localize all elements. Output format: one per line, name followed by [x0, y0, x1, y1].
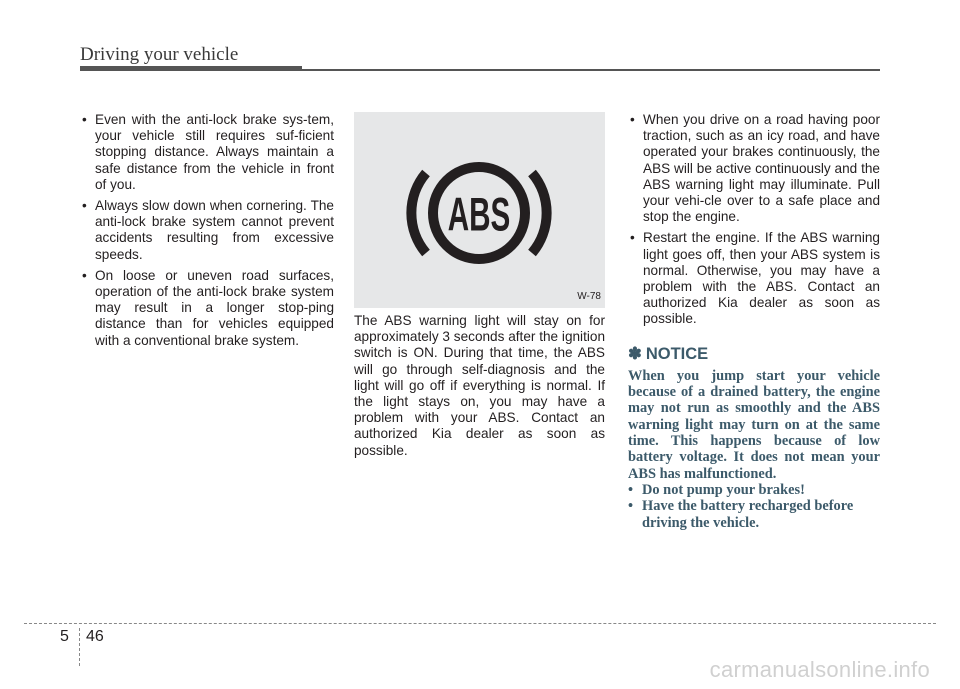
list-item: • Always slow down when cornering. The anti-lock brake system cannot prevent accidents resulting from excessive speeds. [82, 198, 334, 262]
notice-star-icon: ✽ [628, 344, 642, 363]
abs-warning-figure [354, 112, 605, 308]
header-rule-thick [80, 66, 302, 71]
notice-heading-text: NOTICE [645, 344, 709, 363]
header-rule-thin [302, 69, 880, 71]
notice-bullet-list [628, 482, 880, 531]
notice-heading [628, 346, 880, 362]
footer-separator [79, 628, 80, 666]
list-item: • Restart the engine. If the ABS warning light goes off, then your ABS system is normal. Otherwise, you may have a problem with the ABS. Contact an authorized Kia dealer as soon as possible. [630, 230, 880, 327]
list-item: • On loose or uneven road surfaces, operation of the anti-lock brake system may result in a longer stop-ping distance than for vehicles equipped with a conventional brake system. [82, 267, 334, 348]
footer-rule [24, 623, 936, 624]
chapter-number: 5 [60, 628, 69, 645]
list-item: • When you drive on a road having poor traction, such as an icy road, and have operated your brakes continuously, the ABS will be active continuously and the ABS warning light may illuminate. Pull your vehi-cle over to a safe place and stop the engine. [630, 112, 880, 225]
page-header-title: Driving your vehicle [80, 44, 239, 65]
notice-body: When you jump start your vehicle because of a drained battery, the engine may not run as smoothly and the ABS warning light may turn on at the same time. This happens because of low battery voltage. It does not mean your ABS has malfunctioned. [628, 367, 880, 482]
list-item: • Have the battery recharged before driving the vehicle. [628, 498, 854, 531]
list-item: • Even with the anti-lock brake sys-tem, your vehicle still requires suf-ficient stopping distance. Always maintain a safe distance from the vehicle in front of you. [82, 112, 334, 192]
abs-icon-text: ABS [447, 188, 511, 242]
page-number: 46 [86, 628, 104, 645]
left-column [80, 112, 334, 354]
left-bullet-list [80, 112, 334, 349]
middle-column [354, 112, 605, 472]
list-item: • Do not pump your brakes! [628, 481, 805, 498]
figure-code: W-78 [577, 290, 601, 302]
abs-warning-icon [354, 112, 605, 308]
watermark: carmanualsonline.info [709, 657, 930, 682]
right-bullet-list [628, 112, 880, 328]
right-column [628, 112, 880, 531]
abs-light-paragraph: The ABS warning light will stay on for approximately 3 seconds after the ignition switch is ON. During that time, the ABS will go through self-diagnosis and the light will go off if everything is normal. If the light stays on, you may have a problem with your ABS. Contact an authorized Kia dealer as soon as possible. [354, 313, 605, 458]
